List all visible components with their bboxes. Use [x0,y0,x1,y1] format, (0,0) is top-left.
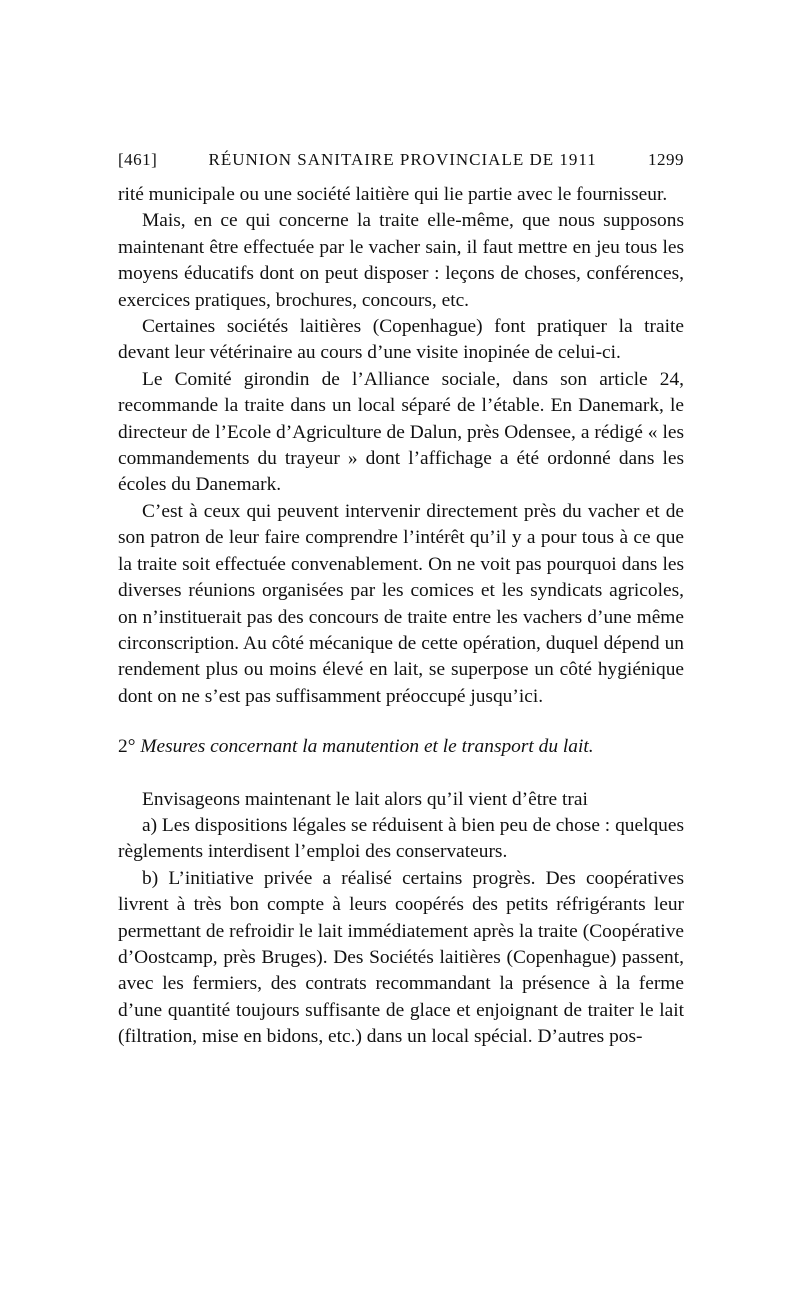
running-header [118,150,684,170]
paragraph: Mais, en ce qui concerne la traite elle-même, que nous supposons maintenant être effectuée par le vacher sain, il faut mettre en jeu tous les moyens éducatifs dont on peut disposer : leçons de choses, conférences, exercices pratiques, brochures, concours, etc. [118,210,684,311]
header-title: RÉUNION SANITAIRE PROVINCIALE DE 1911 [208,150,597,169]
section-title: Mesures concernant la manutention et le transport du lait. [140,736,594,758]
paragraph: b) L’initiative privée a réalisé certains progrès. Des coopératives livrent à très bon compte à leurs coopérés des petits réfrigérants leur permettant de refroidir le lait immédiatement après la traite (Coopérative d’Oostcamp, près Bruges). Des Sociétés laitières (Copenhague) passent, avec les fermiers, des contrats recommandant la présence à la ferme d’une quantité toujours suffisante de glace et enjoignant de traiter le lait (filtration, mise en bidons, etc.) dans un local spécial. D’autres pos- [118,867,684,1048]
section-number: 2° [118,736,136,758]
body-text [118,182,684,1051]
paragraph: a) Les dispositions légales se réduisent à bien peu de chose : quelques règlements interdisent l’emploi des conservateurs. [118,814,684,863]
paragraph: C’est à ceux qui peuvent intervenir directement près du vacher et de son patron de leur faire comprendre l’intérêt qu’il y a pour tous à ce que la traite soit effectuée convenablement. On ne voit pas pourquoi dans les diverses réunions organisées par les comices et les syndicats agricoles, on n’instituerait pas des concours de traite entre les vachers d’une même circonscription. Au côté mécanique de cette opération, duquel dépend un rendement plus ou moins élevé en lait, se superpose un côté hygiénique dont on ne s’est pas suffisamment préoccupé jusqu’ici. [118,500,684,707]
paragraph: rité municipale ou une société laitière qui lie partie avec le fournisseur. [118,184,668,205]
paragraph: Envisageons maintenant le lait alors qu’il vient d’être trai [142,788,588,810]
paragraph: Certaines sociétés laitières (Copenhague) font pratiquer la traite devant leur vétérinaire au cours d’une visite inopinée de celui-ci. [118,316,684,364]
section-heading [118,734,684,760]
page-number: 1299 [647,150,684,169]
section-reference: [461] [118,150,158,169]
paragraph: Le Comité girondin de l’Alliance sociale, dans son article 24, recommande la traite dans un local séparé de l’étable. En Danemark, le directeur de l’Ecole d’Agriculture de Dalun, près Odensee, a rédigé « les commandements du trayeur » dont l’affichage a été ordonné dans les écoles du Danemark. [118,368,684,496]
